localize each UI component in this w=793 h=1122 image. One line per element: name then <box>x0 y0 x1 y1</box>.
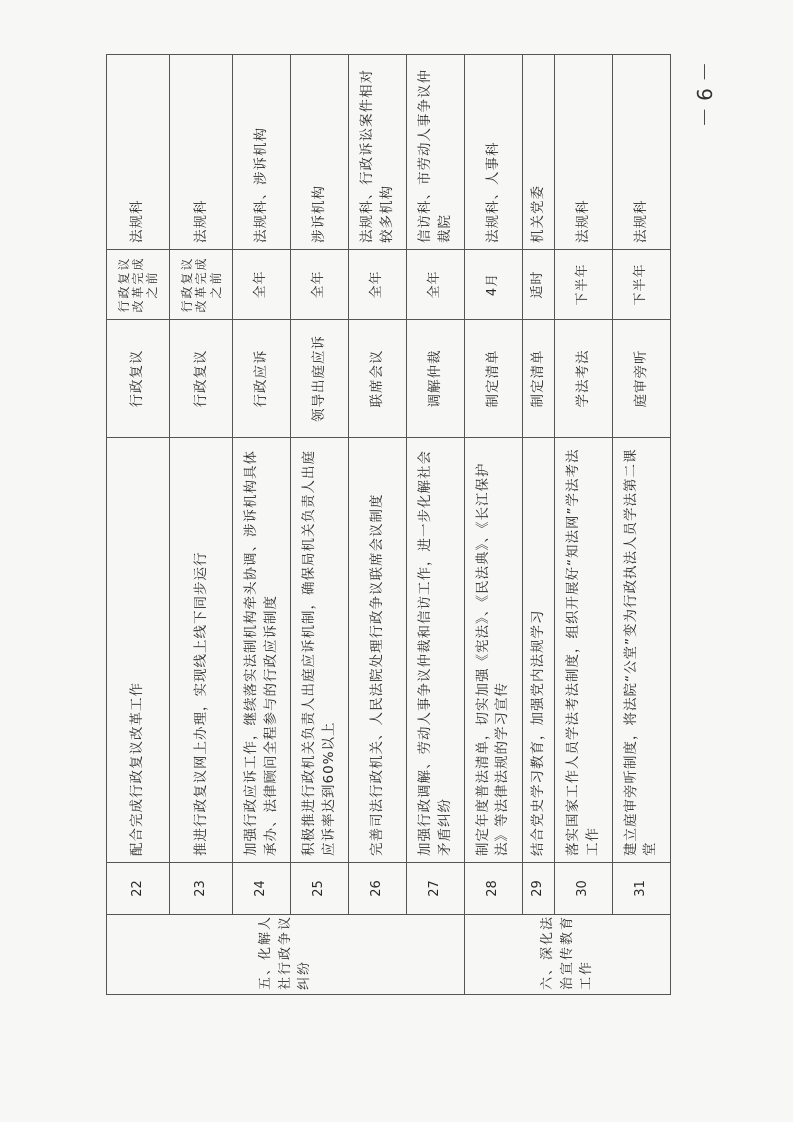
method-cell: 制定清单 <box>464 320 522 438</box>
method-cell: 联席会议 <box>349 320 407 438</box>
task-cell: 积极推进行政机关负责人出庭应诉机制，确保局机关负责人出庭应诉率达到60%以上 <box>291 438 349 863</box>
row-number: 24 <box>233 863 291 915</box>
work-plan-table <box>106 54 671 995</box>
dept-cell: 法规科、行政诉讼案件相对较多机构 <box>349 55 407 250</box>
table-row <box>555 55 613 995</box>
table-row <box>522 55 554 995</box>
row-number: 26 <box>349 863 407 915</box>
dept-cell: 法规科 <box>555 55 613 250</box>
time-cell: 行政复议改革完成之前 <box>107 250 170 320</box>
dept-cell: 涉诉机构 <box>291 55 349 250</box>
task-cell: 完善司法行政机关、人民法院处理行政争议联席会议制度 <box>349 438 407 863</box>
task-cell: 推进行政复议网上办理，实现线上线下同步运行 <box>170 438 233 863</box>
dept-cell: 信访科、市劳动人事争议仲裁院 <box>407 55 465 250</box>
time-cell: 4月 <box>464 250 522 320</box>
dept-cell: 法规科 <box>612 55 670 250</box>
time-cell: 全年 <box>233 250 291 320</box>
row-number: 25 <box>291 863 349 915</box>
table-row <box>464 55 522 995</box>
table-row <box>612 55 670 995</box>
method-cell: 行政应诉 <box>233 320 291 438</box>
task-cell: 配合完成行政复议改革工作 <box>107 438 170 863</box>
dept-cell: 法规科 <box>170 55 233 250</box>
table-row <box>170 55 233 995</box>
row-number: 30 <box>555 863 613 915</box>
time-cell: 全年 <box>291 250 349 320</box>
table-row <box>107 55 170 995</box>
method-cell: 调解仲裁 <box>407 320 465 438</box>
method-cell: 行政复议 <box>170 320 233 438</box>
time-cell: 全年 <box>349 250 407 320</box>
rotated-table-frame <box>106 55 671 995</box>
time-cell: 下半年 <box>612 250 670 320</box>
page-number: － 9 － <box>692 61 717 127</box>
method-cell: 制定清单 <box>522 320 554 438</box>
time-cell: 全年 <box>407 250 465 320</box>
task-cell: 结合党史学习教育，加强党内法规学习 <box>522 438 554 863</box>
table-row <box>291 55 349 995</box>
task-cell: 制定年度普法清单，切实加强《宪法》、《民法典》、《长江保护法》等法律法规的学习宣传 <box>464 438 522 863</box>
dept-cell: 法规科 <box>107 55 170 250</box>
dept-cell: 机关党委 <box>522 55 554 250</box>
task-cell: 落实国家工作人员学法考法制度，组织开展好“知法网”学法考法工作 <box>555 438 613 863</box>
task-cell: 加强行政应诉工作，继续落实法制机构牵头协调、涉诉机构具体承办、法律顾问全程参与的行政应诉制度 <box>233 438 291 863</box>
category-cell: 六、深化法治宣传教育工作 <box>464 915 670 995</box>
task-cell: 加强行政调解、劳动人事争议仲裁和信访工作，进一步化解社会矛盾纠纷 <box>407 438 465 863</box>
row-number: 29 <box>522 863 554 915</box>
table-row <box>349 55 407 995</box>
row-number: 28 <box>464 863 522 915</box>
time-cell: 适时 <box>522 250 554 320</box>
table-row <box>233 55 291 995</box>
row-number: 23 <box>170 863 233 915</box>
dept-cell: 法规科、人事科 <box>464 55 522 250</box>
row-number: 31 <box>612 863 670 915</box>
method-cell: 行政复议 <box>107 320 170 438</box>
row-number: 22 <box>107 863 170 915</box>
time-cell: 行政复议改革完成之前 <box>170 250 233 320</box>
table-rotator <box>106 55 671 995</box>
method-cell: 学法考法 <box>555 320 613 438</box>
method-cell: 领导出庭应诉 <box>291 320 349 438</box>
time-cell: 下半年 <box>555 250 613 320</box>
task-cell: 建立庭审旁听制度，将法院“公堂”变为行政执法人员学法第二课堂 <box>612 438 670 863</box>
row-number: 27 <box>407 863 465 915</box>
dept-cell: 法规科、涉诉机构 <box>233 55 291 250</box>
method-cell: 庭审旁听 <box>612 320 670 438</box>
table-row <box>407 55 465 995</box>
category-cell: 五、化解人社行政争议纠纷 <box>107 915 465 995</box>
